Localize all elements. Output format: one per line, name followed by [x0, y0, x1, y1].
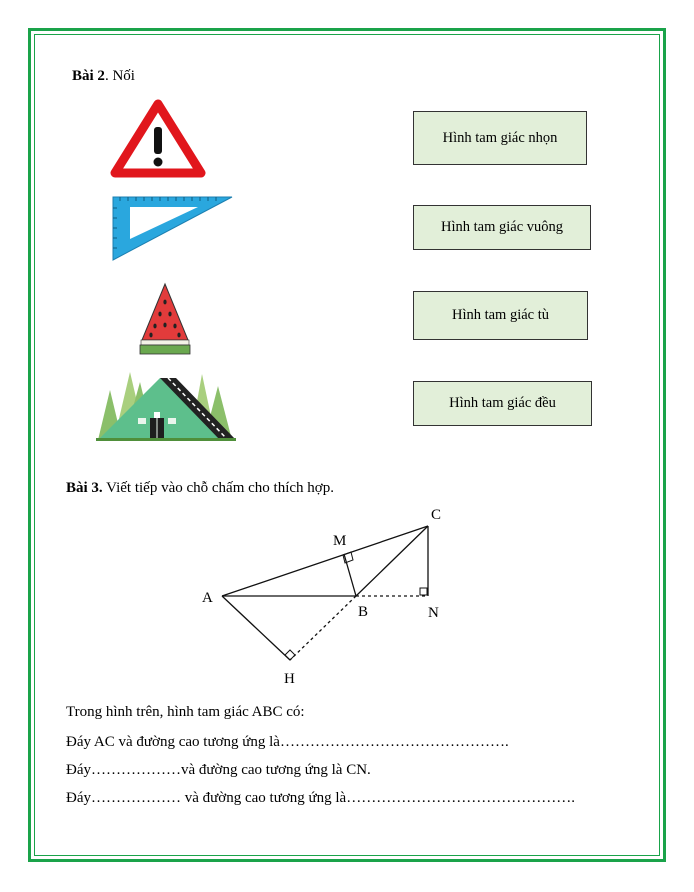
question-line-1[interactable]: Đáy AC và đường cao tương ứng là……………………………………….	[66, 734, 509, 750]
point-m-label: M	[333, 533, 347, 549]
choice-label: Hình tam giác nhọn	[442, 129, 558, 146]
exercise-3-number: Bài 3.	[66, 480, 103, 496]
right-angle-h	[285, 650, 295, 660]
choice-label: Hình tam giác đều	[449, 395, 556, 411]
exercise-3-instruction: Viết tiếp vào chỗ chấm cho thích hợp.	[102, 480, 334, 496]
question-line-3[interactable]: Đáy……………… và đường cao tương ứng là……………………………………….	[66, 790, 575, 806]
point-n-label: N	[428, 605, 439, 621]
question-line-2[interactable]: Đáy………………và đường cao tương ứng là CN.	[66, 762, 371, 778]
point-h-label: H	[284, 671, 295, 687]
point-a-label: A	[202, 590, 213, 606]
exercise-2-instruction: . Nối	[104, 68, 135, 84]
segment-ac	[222, 526, 428, 596]
choice-label: Hình tam giác tù	[451, 307, 550, 323]
segment-bc	[356, 526, 428, 596]
segment-bm	[344, 554, 356, 596]
segment-ah	[222, 596, 290, 660]
choice-label: Hình tam giác vuông	[440, 219, 564, 235]
right-angle-n	[420, 588, 427, 595]
exercise-2-number: Bài 2	[72, 68, 105, 84]
question-intro: Trong hình trên, hình tam giác ABC có:	[66, 704, 305, 720]
point-b-label: B	[358, 604, 369, 620]
point-c-label: C	[431, 507, 442, 523]
extension-bh	[290, 596, 356, 660]
